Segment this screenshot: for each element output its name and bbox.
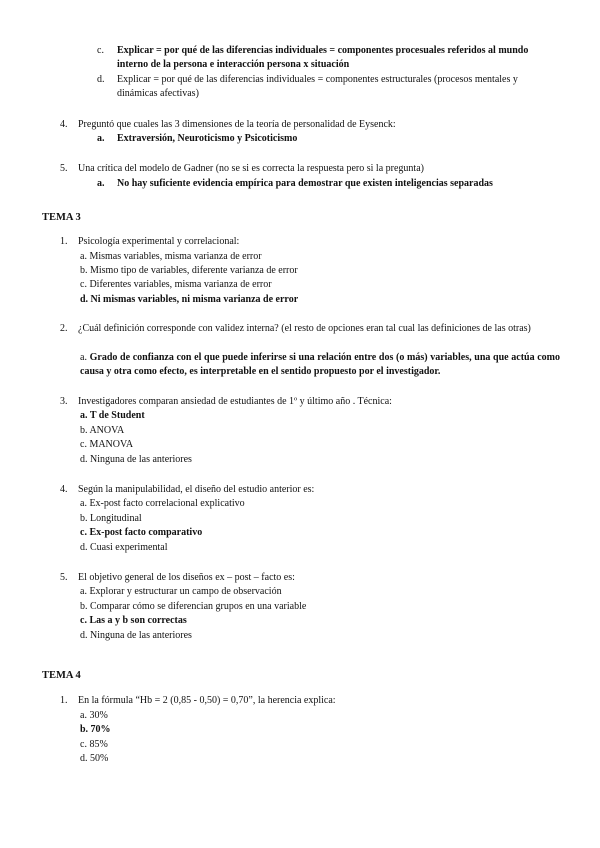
option: d. 50%: [80, 753, 109, 764]
option-label: c.: [97, 45, 104, 56]
option: b. ANOVA: [80, 425, 125, 436]
option-correct: a. T de Student: [80, 410, 145, 421]
question-text: Psicología experimental y correlacional:: [78, 236, 240, 247]
answer-text: No hay suficiente evidencia empírica para demostrar que existen inteligencias separadas: [117, 178, 493, 189]
option: c. Diferentes variables, misma varianza de error: [80, 279, 272, 290]
option-correct: c. Las a y b son correctas: [80, 615, 187, 626]
answer-block: [80, 351, 560, 378]
option: d. Cuasi experimental: [80, 542, 168, 553]
question-number: 5.: [60, 572, 68, 583]
option: a. Mismas variables, misma varianza de error: [80, 251, 262, 262]
question-text: En la fórmula “Hb = 2 (0,85 - 0,50) = 0,70”, la herencia explica:: [78, 695, 336, 706]
option-correct: d. Ni mismas variables, ni misma varianza de error: [80, 294, 299, 305]
question-text: Según la manipulabilidad, el diseño del estudio anterior es:: [78, 484, 315, 495]
option-correct: c. Ex-post facto comparativo: [80, 527, 203, 538]
answer-label: a.: [97, 178, 105, 189]
question-text: Una crítica del modelo de Gadner (no se si es correcta la respuesta pero si la pregunta): [78, 163, 424, 174]
option-text-bold: Explicar = por qué de las diferencias individuales = componentes procesuales referidos al mundo interno de la persona e interacción persona x situación: [117, 45, 529, 70]
option: d. Ninguna de las anteriores: [80, 454, 192, 465]
option-correct: b. 70%: [80, 724, 111, 735]
answer-label: a.: [97, 133, 105, 144]
question-text: Preguntó que cuales las 3 dimensiones de la teoría de personalidad de Eysenck:: [78, 119, 396, 130]
option: a. Ex-post facto correlacional explicativo: [80, 498, 245, 509]
question-number: 4.: [60, 484, 68, 495]
option: c. MANOVA: [80, 439, 134, 450]
question-text: El objetivo general de los diseños ex – post – facto es:: [78, 572, 295, 583]
option: b. Longitudinal: [80, 513, 142, 524]
option-label: d.: [97, 74, 105, 85]
question-number: 3.: [60, 396, 68, 407]
section-heading: TEMA 4: [42, 670, 81, 681]
question-number: 1.: [60, 695, 68, 706]
question-number: 1.: [60, 236, 68, 247]
option: a. 30%: [80, 710, 108, 721]
option: b. Comparar cómo se diferencian grupos en una variable: [80, 601, 307, 612]
question-text: Investigadores comparan ansiedad de estudiantes de 1º y último año . Técnica:: [78, 396, 392, 407]
question-number: 2.: [60, 323, 68, 334]
option: b. Mismo tipo de variables, diferente varianza de error: [80, 265, 298, 276]
option: a. Explorar y estructurar un campo de observación: [80, 586, 282, 597]
option: c. 85%: [80, 739, 108, 750]
option: d. Ninguna de las anteriores: [80, 630, 192, 641]
answer-label: a.: [80, 352, 87, 363]
question-text: ¿Cuál definición corresponde con validez interna? (el resto de opciones eran tal cual las definiciones de las otras): [78, 323, 531, 334]
question-number: 4.: [60, 119, 68, 130]
option-text: Explicar = por qué de las diferencias individuales = componentes estructurales (procesos mentales y dinámicas afectivas): [117, 74, 518, 99]
question-number: 5.: [60, 163, 68, 174]
answer-text: Extraversión, Neuroticismo y Psicoticismo: [117, 133, 298, 144]
answer-text: Grado de confianza con el que puede inferirse si una relación entre dos (o más) variables, una que actúa como causa y otra como efecto, es interpretable en el sentido propuesto por el investigador.: [80, 352, 561, 377]
section-heading: TEMA 3: [42, 212, 81, 223]
